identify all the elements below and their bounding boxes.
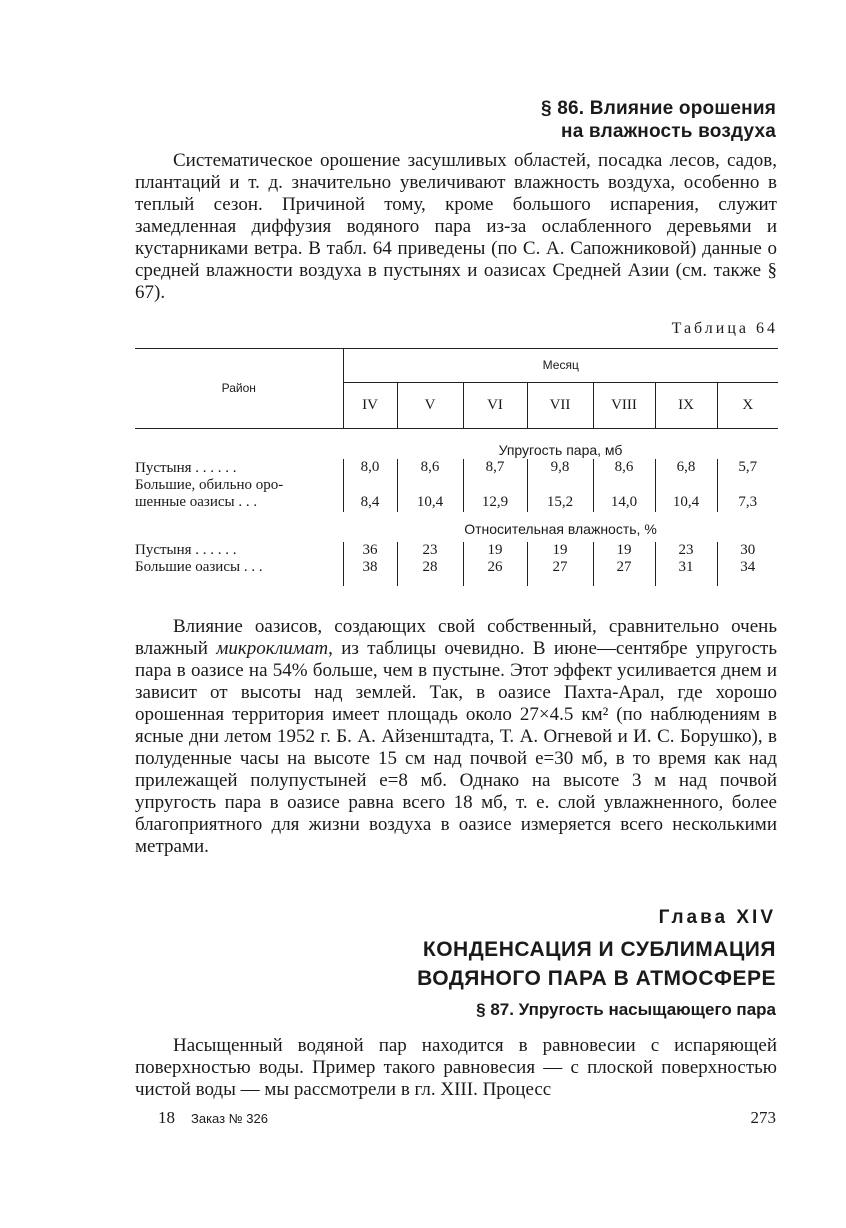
chapter-title bbox=[296, 935, 776, 993]
row-label-oases-line1: Большие, обильно оро- bbox=[135, 476, 284, 493]
section-86-heading-line1: § 86. Влияние орошения bbox=[541, 98, 776, 119]
table-cell: 36 bbox=[343, 542, 397, 559]
section-87-heading: § 87. Упругость насыщающего пара bbox=[476, 1000, 776, 1019]
chapter-title-line2: ВОДЯНОГО ПАРА В АТМОСФЕРЕ bbox=[417, 967, 776, 990]
table-row bbox=[135, 494, 778, 512]
table-cell: 30 bbox=[717, 542, 778, 559]
table-cell: 8,4 bbox=[343, 494, 397, 512]
signature-number: 18 bbox=[158, 1108, 175, 1127]
vapor-pressure-heading: Упругость пара, мб bbox=[498, 441, 623, 458]
table-cell: 6,8 bbox=[655, 459, 717, 477]
footer-signature bbox=[158, 1108, 268, 1128]
month-col-iv: IV bbox=[343, 383, 397, 429]
table-header-region: Район bbox=[135, 349, 343, 429]
table-header-month: Месяц bbox=[343, 349, 778, 383]
row-label-large-oases: Большие оазисы . . . bbox=[135, 558, 263, 575]
row-label-desert-humidity: Пустыня . . . . . . bbox=[135, 541, 237, 558]
paragraph-2-text-start: Влияние оазисов, создающих свой собственный, сравнительно очень влажный bbox=[135, 616, 777, 659]
table-cell: 8,7 bbox=[463, 459, 527, 477]
month-col-viii: VIII bbox=[593, 383, 655, 429]
month-col-ix: IX bbox=[655, 383, 717, 429]
print-order: Заказ № 326 bbox=[191, 1111, 268, 1126]
table-cell: 12,9 bbox=[463, 494, 527, 512]
paragraph-2-italic-term: микроклимат bbox=[216, 638, 329, 659]
table-cell: 28 bbox=[397, 559, 463, 576]
table-cell: 10,4 bbox=[655, 494, 717, 512]
chapter-label: Глава XIV bbox=[658, 907, 776, 928]
paragraph-2 bbox=[135, 616, 777, 858]
section-86-heading-line2: на влажность воздуха bbox=[561, 121, 776, 142]
table-cell: 19 bbox=[463, 542, 527, 559]
table-cell: 14,0 bbox=[593, 494, 655, 512]
table-cell: 38 bbox=[343, 559, 397, 576]
table-row bbox=[135, 459, 778, 477]
table-cell: 15,2 bbox=[527, 494, 593, 512]
table-cell: 31 bbox=[655, 559, 717, 576]
table-cell: 27 bbox=[593, 559, 655, 576]
month-col-vii: VII bbox=[527, 383, 593, 429]
month-col-v: V bbox=[397, 383, 463, 429]
table-cell: 9,8 bbox=[527, 459, 593, 477]
table-cell: 19 bbox=[593, 542, 655, 559]
paragraph-1 bbox=[135, 150, 777, 304]
table-cell: 7,3 bbox=[717, 494, 778, 512]
relative-humidity-heading: Относительная влажность, % bbox=[464, 521, 657, 537]
table-64 bbox=[135, 348, 778, 586]
table-cell: 26 bbox=[463, 559, 527, 576]
table-cell: 27 bbox=[527, 559, 593, 576]
paragraph-3 bbox=[135, 1035, 777, 1101]
page-number: 273 bbox=[750, 1108, 776, 1127]
table-row bbox=[135, 477, 778, 494]
table-cell: 5,7 bbox=[717, 459, 778, 477]
paragraph-1-text: Систематическое орошение засушливых областей, посадка лесов, садов, плантаций и т. д. значительно увеличивают влажность воздуха, особенно в теплый сезон. Причиной тому, кроме большого испарения, служит замедленная диффузия водяного пара из-за ослабленного деревьями и кустарниками ветра. В табл. 64 приведены (по С. А. Сапожниковой) данные о средней влажности воздуха в пустынях и оазисах Средней Азии (см. также § 67). bbox=[135, 150, 777, 303]
table-cell: 19 bbox=[527, 542, 593, 559]
chapter-title-line1: КОНДЕНСАЦИЯ И СУБЛИМАЦИЯ bbox=[422, 938, 776, 961]
month-col-x: X bbox=[717, 383, 778, 429]
table-cell: 8,6 bbox=[397, 459, 463, 477]
month-col-vi: VI bbox=[463, 383, 527, 429]
table-cell: 34 bbox=[717, 559, 778, 576]
table-row bbox=[135, 542, 778, 559]
table-cell: 23 bbox=[655, 542, 717, 559]
table-cell: 8,0 bbox=[343, 459, 397, 477]
table-cell: 23 bbox=[397, 542, 463, 559]
table-row bbox=[135, 559, 778, 576]
paragraph-2-text-end: , из таблицы очевидно. В июне—сентябре упругость пара в оазисе на 54% больше, чем в пустыне. Этот эффект усиливается днем и зависит от высоты над землей. Так, в оазисе Пахта-Арал, где хорошо орошенная территория имеет площадь около 27×4.5 км² (по наблюдениям в ясные дни летом 1952 г. Б. А. Айзенштадта, Т. А. Огневой и И. С. Борушко), в полуденные часы на высоте 15 см над почвой е=30 мб, в то время как над прилежащей полупустыней е=8 мб. Однако на высоте 3 м над почвой упругость пара в оазисе равна всего 18 мб, т. е. слой увлажненного, более благоприятного для жизни воздуха в оазисе измеряется всего несколькими метрами. bbox=[135, 638, 777, 857]
row-label-oases-line2: шенные оазисы . . . bbox=[135, 494, 258, 510]
table-cell: 10,4 bbox=[397, 494, 463, 512]
section-86-heading bbox=[416, 97, 776, 143]
row-label-desert: Пустыня . . . . . . bbox=[135, 459, 237, 476]
paragraph-3-text: Насыщенный водяной пар находится в равновесии с испаряющей поверхностью воды. Пример такого равновесия — с плоской поверхностью чистой воды — мы рассмотрели в гл. XIII. Процесс bbox=[135, 1035, 777, 1100]
table-cell: 8,6 bbox=[593, 459, 655, 477]
table-caption: Таблица 64 bbox=[671, 320, 778, 337]
